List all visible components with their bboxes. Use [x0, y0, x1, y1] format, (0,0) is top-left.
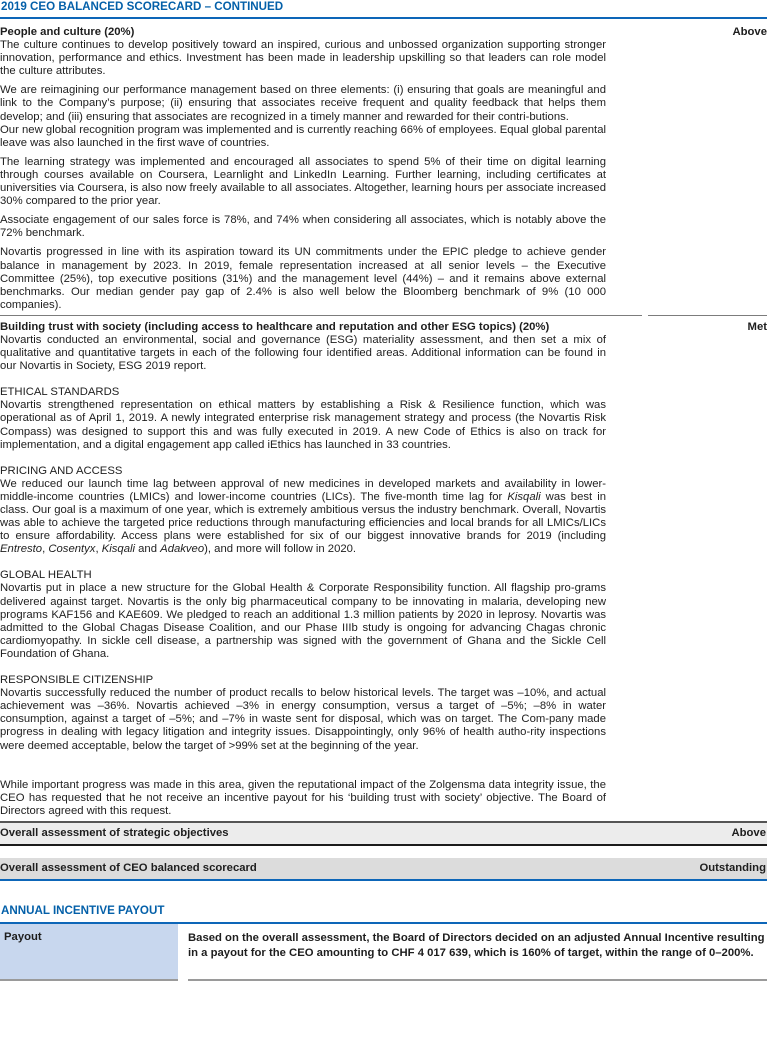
pricing-text-part: We reduced our launch time lag between approval of new medicines in developed markets and availability in lower-middle-income countries (LMICs) and lower-income countries (LICs). The five-month time lag for — [0, 477, 606, 503]
drug-name: Entresto — [0, 543, 43, 556]
drug-name: Kisqali — [507, 490, 541, 503]
drug-name: Kisqali — [101, 543, 136, 556]
scorecard-assessment-label: Overall assessment of CEO balanced scorecard — [0, 861, 257, 874]
payout-table — [0, 924, 767, 981]
people-paragraph: Novartis progressed in line with its aspiration toward its UN commitments under the EPIC pledge to achieve gender balance in management by 2023. In 2019, female representation increased at all senior levels – the Executive Committee (25%), top executive positions (31%) and the management level (44%) – and it remains above external benchmarks. Our median gender pay gap of 2.4% is also well below the Bloomberg benchmark of 9% (10 000 companies). — [0, 246, 606, 311]
responsible-citizenship-title: RESPONSIBLE CITIZENSHIP — [0, 674, 154, 687]
pricing-access-title: PRICING AND ACCESS — [0, 464, 123, 477]
payout-text: Based on the overall assessment, the Board of Directors decided on an adjusted Annual Incentive resulting in a payout for the CEO amounting to CHF 4 017 639, which is 160% of target, within the range of 0–200%. — [188, 924, 767, 981]
pricing-text-part: ), and more will follow in 2020. — [204, 543, 357, 556]
strategic-objectives-label: Overall assessment of strategic objectives — [0, 826, 229, 839]
title-rule — [0, 17, 767, 19]
building-trust-rating: Met — [747, 320, 767, 333]
trust-closing: While important progress was made in this area, given the reputational impact of the Zolgensma data integrity issue, the CEO has requested that he not receive an incentive payout for his ‘building trust with society’ objective. The Board of Directors agreed with this request. — [0, 778, 606, 817]
trust-intro: Novartis conducted an environmental, social and governance (ESG) materiality assessment, and then set a mix of qualitative and quantitative targets in each of the following four identified areas. Additional information can be found in our Novartis in Society, ESG 2019 report. — [0, 333, 606, 373]
people-paragraph: Our new global recognition program was implemented and is currently reaching 66% of employees. Equal global parental leave was also launched in the first wave of countries. — [0, 123, 606, 149]
ethical-standards-title: ETHICAL STANDARDS — [0, 386, 120, 399]
payout-section-title: ANNUAL INCENTIVE PAYOUT — [1, 903, 165, 917]
summary-rule-bottom — [0, 844, 767, 846]
people-paragraph: Associate engagement of our sales force is 78%, and 74% when considering all associates, which is notably above the 72% benchmark. — [0, 214, 606, 240]
row-separator — [0, 315, 767, 316]
global-health-title: GLOBAL HEALTH — [0, 569, 92, 582]
people-culture-row — [0, 26, 767, 312]
people-culture-heading: People and culture (20%) — [0, 26, 135, 38]
building-trust-row — [0, 321, 767, 818]
strategic-objectives-value: Above — [731, 826, 766, 839]
ethical-standards-text: Novartis strengthened representation on ethical matters by establishing a Risk & Resilience function, which was operational as of April 1, 2019. A newly integrated enterprise risk management strategy and process (the Novartis Risk Compass) was designed to support this and was fully executed in 2019. A new Code of Ethics is also on track for implementation, and a digital engagement app called iEthics has launched in 33 countries. — [0, 399, 606, 451]
drug-name: Cosentyx — [48, 543, 96, 556]
scorecard-assessment-row — [0, 858, 767, 879]
pricing-text-part: was best in class. Our goal is a maximum of one year, which is extremely ambitious versus the industry benchmark. Overall, Novartis was able to achieve the targeted price reductions through manufacturing efficiencies and local brands for all LMICs/LICs to ensure affordability. Access plans were established for six of our biggest innovative brands for 2019 (including — [0, 490, 606, 543]
scorecard-rule — [0, 879, 767, 881]
payout-label: Payout — [0, 924, 178, 981]
strategic-objectives-row — [0, 823, 767, 844]
people-culture-rating: Above — [732, 26, 767, 38]
people-culture-body — [0, 26, 606, 312]
pricing-text-part: , — [95, 543, 102, 556]
global-health-text: Novartis put in place a new structure for the Global Health & Corporate Responsibility function. All flagship pro-grams delivered against target. Novartis is the only big pharmaceutical company to be innovating in malaria, developing new programs KAF156 and KAE609. We pledged to reach an additional 1.3 million patients by 2020 in leprosy. Novartis was admitted to the Global Chagas Disease Coalition, and our Phase IIIb study is ongoing for advancing Chagas chronic cardiomyopathy. In sickle cell disease, a partnership was signed with the government of Ghana and the Sickle Cell Foundation of Ghana. — [0, 582, 606, 660]
building-trust-heading: Building trust with society (including access to healthcare and reputation and other ESG topics) (20%) — [0, 320, 550, 333]
separator-left — [0, 315, 642, 316]
drug-name: Adakveo — [160, 543, 205, 556]
responsible-citizenship-text: Novartis successfully reduced the number of product recalls to below historical levels. The target was –10%, and actual achievement was –36%. Novartis achieved –3% in energy consumption, versus a target of –5%; –8% in water consumption, against a target of –5%; and –7% in waste sent for disposal, which was on target. The Com-pany made progress in dealing with legacy litigation and integrity issues. Disappointingly, only 96% of health autho-rity inspections were deemed acceptable, below the target of >99% set at the beginning of the year. — [0, 687, 606, 752]
building-trust-body — [0, 321, 606, 818]
section-title: 2019 CEO BALANCED SCORECARD – CONTINUED — [1, 0, 284, 13]
scorecard-assessment-value: Outstanding — [699, 861, 766, 874]
pricing-text-part: and — [135, 543, 161, 556]
pricing-text-part: , — [42, 543, 49, 556]
people-paragraph: We are reimagining our performance management based on three elements: (i) ensuring that goals are meaningful and link to the Company’s purpose; (ii) ensuring that associates receive frequent and quality feedback that helps them develop; and (iii) ensuring that associates are recognized in a timely manner and rewarded for their contri-butions. — [0, 84, 606, 123]
people-paragraph: The learning strategy was implemented and encouraged all associates to spend 5% of their time on digital learning through courses available on Coursera, Learnlight and LinkedIn Learning. Further learning, including certificates at universities via Coursera, is also now freely available to all associates. Altogether, learning hours per associate increased 30% compared to the prior year. — [0, 155, 606, 208]
people-paragraph: The culture continues to develop positively toward an inspired, curious and unbossed organization supporting stronger innovation, performance and ethics. Investment has been made in leadership upskilling so that leaders can role model the culture attributes. — [0, 39, 606, 78]
pricing-access-text — [0, 478, 606, 557]
separator-right — [648, 315, 767, 316]
